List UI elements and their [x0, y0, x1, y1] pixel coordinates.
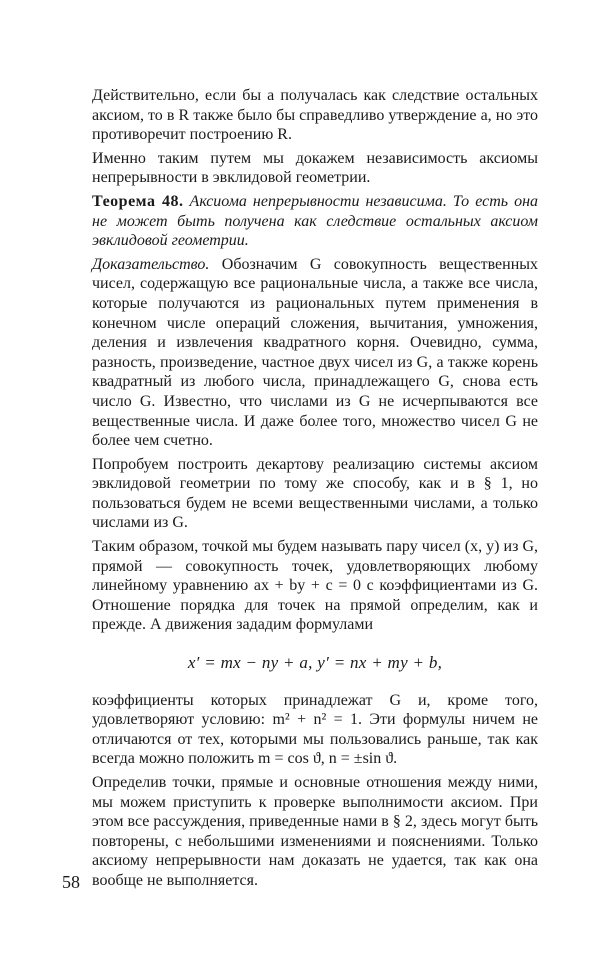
paragraph-5: Попробуем построить декартову реализацию системы аксиом эвклидовой геометрии по тому же способу, как и в § 1, но пользоваться будем не всеми вещественными числами, а только числами из G.: [92, 455, 538, 532]
proof-text: Обозначим G совокупность вещественных чисел, содержащую все рациональные числа, а также все числа, которые получаются из рациональных путем применения в конечном числе операций сложения, вычитания, умножения, деления и извлечения квадратного корня. Очевидно, сумма, разность, произведение, частное двух чисел из G, а также корень квадратный из любого числа, принадлежащего G, снова есть число G. Известно, что числами из G не исчерпываются все вещественные числа. И даже более того, множество чисел G не более чем счетно.: [92, 255, 539, 450]
paragraph-7: коэффициенты которых принадлежат G и, кроме того, удовлетворяют условию: m² + n² = 1. Эти формулы ничем не отличаются от тех, которыми мы пользовались раньше, так как всегда можно положить m = cos ϑ, n = ±sin ϑ.: [92, 691, 538, 768]
paragraph-8: Определив точки, прямые и основные отношения между ними, мы можем приступить к проверке выполнимости аксиом. При этом все рассуждения, приведенные нами в § 2, здесь могут быть повторены, с небольшими изменениями и пояснениями. Только аксиому непрерывности нам доказать не удается, так как она вообще не выполняется.: [92, 774, 538, 889]
proof-label: Доказательство.: [92, 255, 210, 273]
page-number: 58: [62, 872, 80, 892]
page-body: [92, 86, 538, 895]
theorem-paragraph: [92, 192, 538, 251]
paragraph-6: Таким образом, точкой мы будем называть пару чисел (x, y) из G, прямой — совокупность точек, удовлетворяющих любому линейному уравнению ax + by + c = 0 с коэффициентами из G. Отношение порядка для точек на прямой определим, как и прежде. А движения зададим формулами: [92, 538, 538, 634]
paragraph-2: Именно таким путем мы докажем независимость аксиомы непрерывности в эвклидовой геометрии.: [92, 149, 538, 187]
motion-formula: x′ = mx − ny + a, y′ = nx + my + b,: [187, 653, 443, 673]
paragraph-1: Действительно, если бы a получалась как следствие остальных аксиом, то в R также было бы справедливо утверждение a, но это противоречит построению R.: [92, 87, 538, 144]
theorem-statement: Аксиома непрерывности независима. То есть она не может быть получена как следствие остальных аксиом эвклидовой геометрии.: [92, 192, 539, 250]
proof-paragraph: [92, 255, 538, 451]
theorem-label: Теорема 48.: [92, 192, 184, 210]
